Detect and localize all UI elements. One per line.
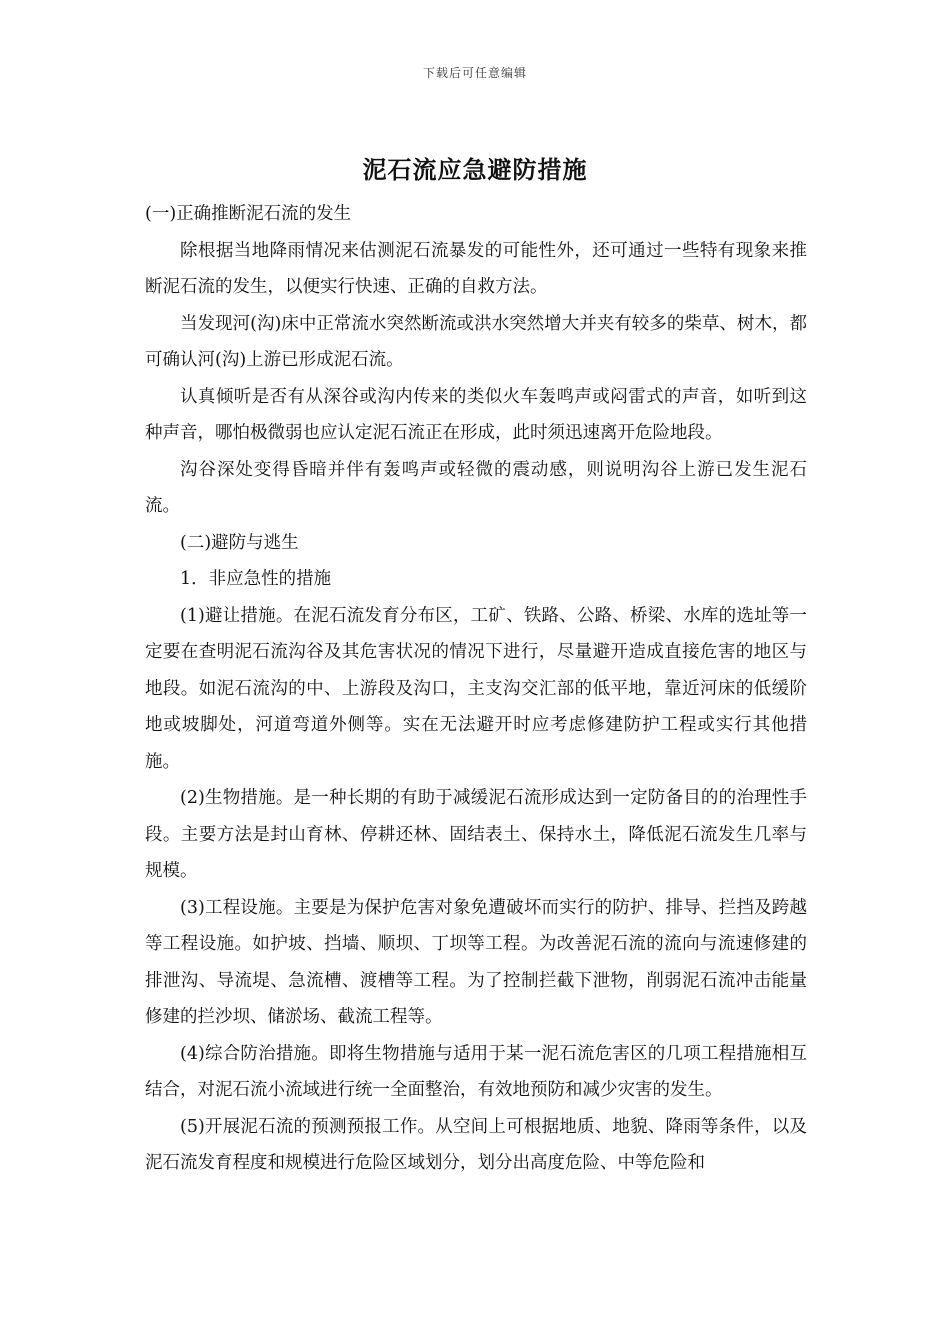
paragraph: 沟谷深处变得昏暗并伴有轰鸣声或轻微的震动感，则说明沟谷上游已发生泥石流。 xyxy=(145,459,807,516)
paragraph: (3)工程设施。主要是为保护危害对象免遭破坏而实行的防护、排导、拦挡及跨越等工程设施。如护坡、挡墙、顺坝、丁坝等工程。为改善泥石流的流向与流速修建的排泄沟、导流堤、急流槽、渡槽等工程。为了控制拦截下泄物，削弱泥石流冲击能量修建的拦沙坝、储淤场、截流工程等。 xyxy=(145,897,807,1027)
paragraph: (1)避让措施。在泥石流发育分布区，工矿、铁路、公路、桥梁、水库的选址等一定要在查明泥石流沟谷及其危害状况的情况下进行，尽量避开造成直接危害的地区与地段。如泥石流沟的中、上游段及沟口，主支沟交汇部的低平地，靠近河床的低缓阶地或坡脚处，河道弯道外侧等。实在无法避开时应考虑修建防护工程或实行其他措施。 xyxy=(145,605,807,772)
paragraph: 认真倾听是否有从深谷或沟内传来的类似火车轰鸣声或闷雷式的声音，如听到这种声音，哪怕极微弱也应认定泥石流正在形成，此时须迅速离开危险地段。 xyxy=(145,386,807,443)
paragraph: (5)开展泥石流的预测预报工作。从空间上可根据地质、地貌、降雨等条件，以及泥石流发育程度和规模进行危险区域划分，划分出高度危险、中等危险和 xyxy=(145,1116,807,1173)
document-body xyxy=(145,196,807,1182)
document-title: 泥石流应急避防措施 xyxy=(362,155,588,184)
subsection-heading: 1．非应急性的措施 xyxy=(180,569,332,589)
section-heading-2: (二)避防与逃生 xyxy=(180,532,299,553)
paragraph: 当发现河(沟)床中正常流水突然断流或洪水突然增大并夹有较多的柴草、树木，都可确认河(沟)上游已形成泥石流。 xyxy=(145,313,807,370)
paragraph: 除根据当地降雨情况来估测泥石流暴发的可能性外，还可通过一些特有现象来推断泥石流的发生，以便实行快速、正确的自救方法。 xyxy=(145,240,807,297)
section-heading-1: (一)正确推断泥石流的发生 xyxy=(145,204,352,224)
paragraph: (2)生物措施。是一种长期的有助于减缓泥石流形成达到一定防备目的的治理性手段。主要方法是封山育林、停耕还林、固结表土、保持水土，降低泥石流发生几率与规模。 xyxy=(145,788,807,881)
paragraph: (4)综合防治措施。即将生物措施与适用于某一泥石流危害区的几项工程措施相互结合，对泥石流小流域进行统一全面整治，有效地预防和减少灾害的发生。 xyxy=(145,1043,807,1100)
header-note: 下载后可任意编辑 xyxy=(422,66,527,80)
